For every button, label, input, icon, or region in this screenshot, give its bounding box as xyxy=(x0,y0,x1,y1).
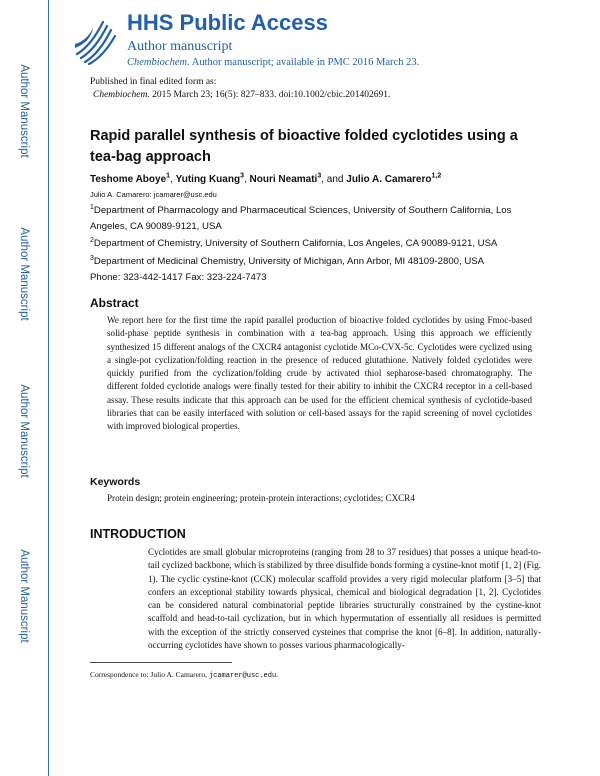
footnote-email[interactable]: jcamarer@usc.edu xyxy=(208,672,277,680)
author-affiliation-mark: 3 xyxy=(240,172,244,180)
introduction-text: Cyclotides are small globular microproteins (ranging from 28 to 37 residues) that posses a unique head-to-tail cyclized backbone, which is stabilized by three disulfide bonds forming a cystine-knot motif [1, 2] (Fig. 1). The cyclic cystine-knot (CCK) molecular scaffold provides a very rigid molecular platform [3–5] that confers an exceptional stability towards physical, chemical and biological degradation [1, 2]. Cyclotides can be considered natural combinatorial peptide libraries structurally constrained by the cystine-knot scaffold and head-to-tail cyclization, but in which hypermutation of essentially all residues is permitted with the exception of the strictly conserved cysteines that comprise the knot [6–8]. In addition, naturally-occurring cyclotides have shown to posses various pharmacologically- xyxy=(148,547,541,651)
banner-journal-line xyxy=(127,57,419,68)
citation xyxy=(90,89,390,102)
affiliation-text: Department of Chemistry, University of Southern California, Los Angeles, CA 90089-9121, USA xyxy=(93,238,498,249)
hhs-eagle-icon xyxy=(73,14,119,66)
side-label-author-manuscript: Author Manuscript xyxy=(18,227,30,321)
author-affiliation-mark: 1,2 xyxy=(431,172,442,180)
citation-journal: Chembiochem. xyxy=(93,90,150,100)
abstract-heading: Abstract xyxy=(90,296,139,310)
author-name: Yuting Kuang xyxy=(175,174,241,185)
author-name: Teshome Aboye xyxy=(90,174,167,185)
banner-journal-rest: Author manuscript; available in PMC 2016 March 23. xyxy=(189,57,420,68)
footnote-end: . xyxy=(276,670,279,679)
author-affiliation-mark: 3 xyxy=(317,172,322,180)
affiliation-mark: 3 xyxy=(90,254,94,262)
side-label-author-manuscript: Author Manuscript xyxy=(18,384,30,478)
footnote-label: Correspondence to: Julio A. Camarero, xyxy=(90,670,209,679)
author-name: Nouri Neamati xyxy=(249,174,318,185)
side-label-author-manuscript: Author Manuscript xyxy=(18,64,30,158)
abstract-text: We report here for the first time the rapid parallel production of bioactive folded cyclotides by using Fmoc-based solid-phase peptide synthesis in combination with a tea-bag approach. Using this approach we efficiently synthesized 15 different analogs of the CXCR4 antagonist cyclotide MCo-CVX-5c. Cyclotides were cyclized using a single-pot cyclization/folding reaction in the presence of reduced glutathione. Natively folded cyclotides were quickly purified from the cyclization/folding crude by activated thiol sepharose-based chromatography. The different folded cyclotide analogs were finally tested for their ability to inhibit the CXCR4 receptor in a cell-based assay. These results indicate that this approach can be used for the efficient chemical synthesis of cyclotide-based libraries that can be easily interfaced with solution or cell-based assays for the rapid screening of novel cyclotides with improved biological properties. xyxy=(107,315,532,432)
citation-details: 2015 March 23; 16(5): 827–833. doi:10.1002/cbic.201402691. xyxy=(149,90,391,100)
author-name: Julio A. Camarero xyxy=(346,174,432,185)
affiliation xyxy=(90,254,510,285)
affiliation-mark: 2 xyxy=(90,236,94,244)
affiliation xyxy=(90,236,540,252)
author-list xyxy=(90,174,441,185)
author-separator: , xyxy=(170,174,176,185)
footnote-rule xyxy=(90,662,232,663)
banner-title: HHS Public Access xyxy=(127,10,328,35)
corresponding-email: Julio A. Camarero: jcamarer@usc.edu xyxy=(90,190,217,199)
banner-journal-name: Chembiochem. xyxy=(127,57,190,68)
affiliation-text: Department of Medicinal Chemistry, University of Michigan, Ann Arbor, MI 48109-2800, USA Phone: 323-442-1417 Fax: 323-224-7473 xyxy=(90,256,484,283)
introduction-heading: INTRODUCTION xyxy=(90,527,186,541)
side-label-author-manuscript: Author Manuscript xyxy=(18,549,30,643)
author-separator: , xyxy=(243,174,250,185)
margin-rule xyxy=(48,0,49,776)
affiliation-text: Department of Pharmacology and Pharmaceutical Sciences, University of Southern California, Los Angeles, CA 90089-9121, USA xyxy=(90,205,512,232)
keywords-heading: Keywords xyxy=(90,476,141,488)
author-separator: , and xyxy=(321,174,347,185)
article-title: Rapid parallel synthesis of bioactive folded cyclotides using a tea-bag approach xyxy=(90,128,518,165)
publication-line: Published in final edited form as: xyxy=(90,77,217,87)
publication-info xyxy=(90,76,390,102)
banner-subtitle: Author manuscript xyxy=(127,39,233,54)
footnote xyxy=(90,670,278,680)
author-affiliation-mark: 1 xyxy=(166,172,171,180)
affiliation xyxy=(90,203,540,234)
keywords-text: Protein design; protein engineering; protein-protein interactions; cyclotides; CXCR4 xyxy=(107,493,415,503)
affiliation-mark: 1 xyxy=(90,203,94,211)
